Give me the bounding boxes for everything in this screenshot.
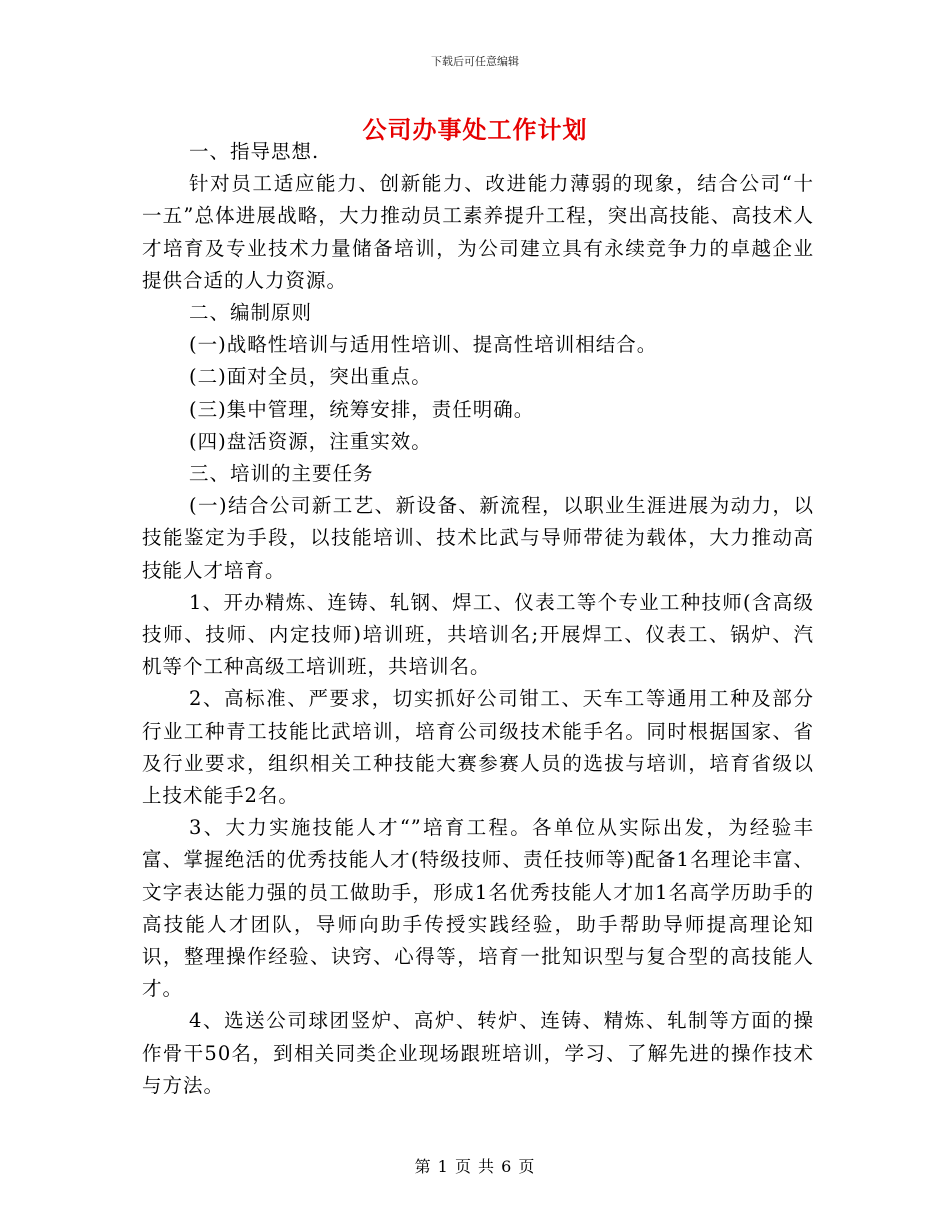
list-item: (三)集中管理，统筹安排，责任明确。 [189, 397, 535, 421]
section-heading: 一、指导思想. [189, 140, 320, 163]
document-body [142, 136, 814, 1102]
paragraph: 3、大力实施技能人才“”培育工程。各单位从实际出发，为经验丰富、掌握绝活的优秀技能人才(特级技师、责任技师等)配备1名理论丰富、文字表达能力强的员工做助手，形成1名优秀技能人才加1名高学历助手的高技能人才团队，导师向助手传授实践经验，助手帮助导师提高理论知识，整理操作经验、诀窍、心得等，培育一批知识型与复合型的高技能人才。 [142, 816, 814, 1001]
section-heading: 二、编制原则 [189, 301, 313, 325]
page-footer: 第 1 页 共 6 页 [414, 1157, 536, 1176]
paragraph: 针对员工适应能力、创新能力、改进能力薄弱的现象，结合公司“十一五”总体进展战略，大力推动员工素养提升工程，突出高技能、高技术人才培育及专业技术力量储备培训，为公司建立具有永续竞争力的卓越企业提供合适的人力资源。 [142, 172, 814, 292]
document-title: 公司办事处工作计划 [362, 115, 588, 144]
paragraph: (一)结合公司新工艺、新设备、新流程，以职业生涯进展为动力，以技能鉴定为手段，以技能培训、技术比武与导师带徒为载体，大力推动高技能人才培育。 [142, 494, 814, 582]
list-item: (二)面对全员，突出重点。 [189, 365, 432, 389]
section-heading: 三、培训的主要任务 [189, 462, 374, 486]
paragraph: 1、开办精炼、连铸、轧钢、焊工、仪表工等个专业工种技师(含高级技师、技师、内定技师)培训班，共培训名;开展焊工、仪表工、锅炉、汽机等个工种高级工培训班，共培训名。 [142, 590, 814, 679]
paragraph: 4、选送公司球团竖炉、高炉、转炉、连铸、精炼、轧制等方面的操作骨干50名，到相关同类企业现场跟班培训，学习、了解先进的操作技术与方法。 [142, 1009, 814, 1097]
list-item: (四)盘活资源，注重实效。 [189, 429, 432, 453]
paragraph: 2、高标准、严要求，切实抓好公司钳工、天车工等通用工种及部分行业工种青工技能比武培训，培育公司级技术能手名。同时根据国家、省及行业要求，组织相关工种技能大赛参赛人员的选拔与培训，培育省级以上技术能手2名。 [142, 687, 814, 808]
header-note: 下载后可任意编辑 [431, 55, 519, 68]
list-item: (一)战略性培训与适用性培训、提高性培训相结合。 [189, 333, 658, 357]
